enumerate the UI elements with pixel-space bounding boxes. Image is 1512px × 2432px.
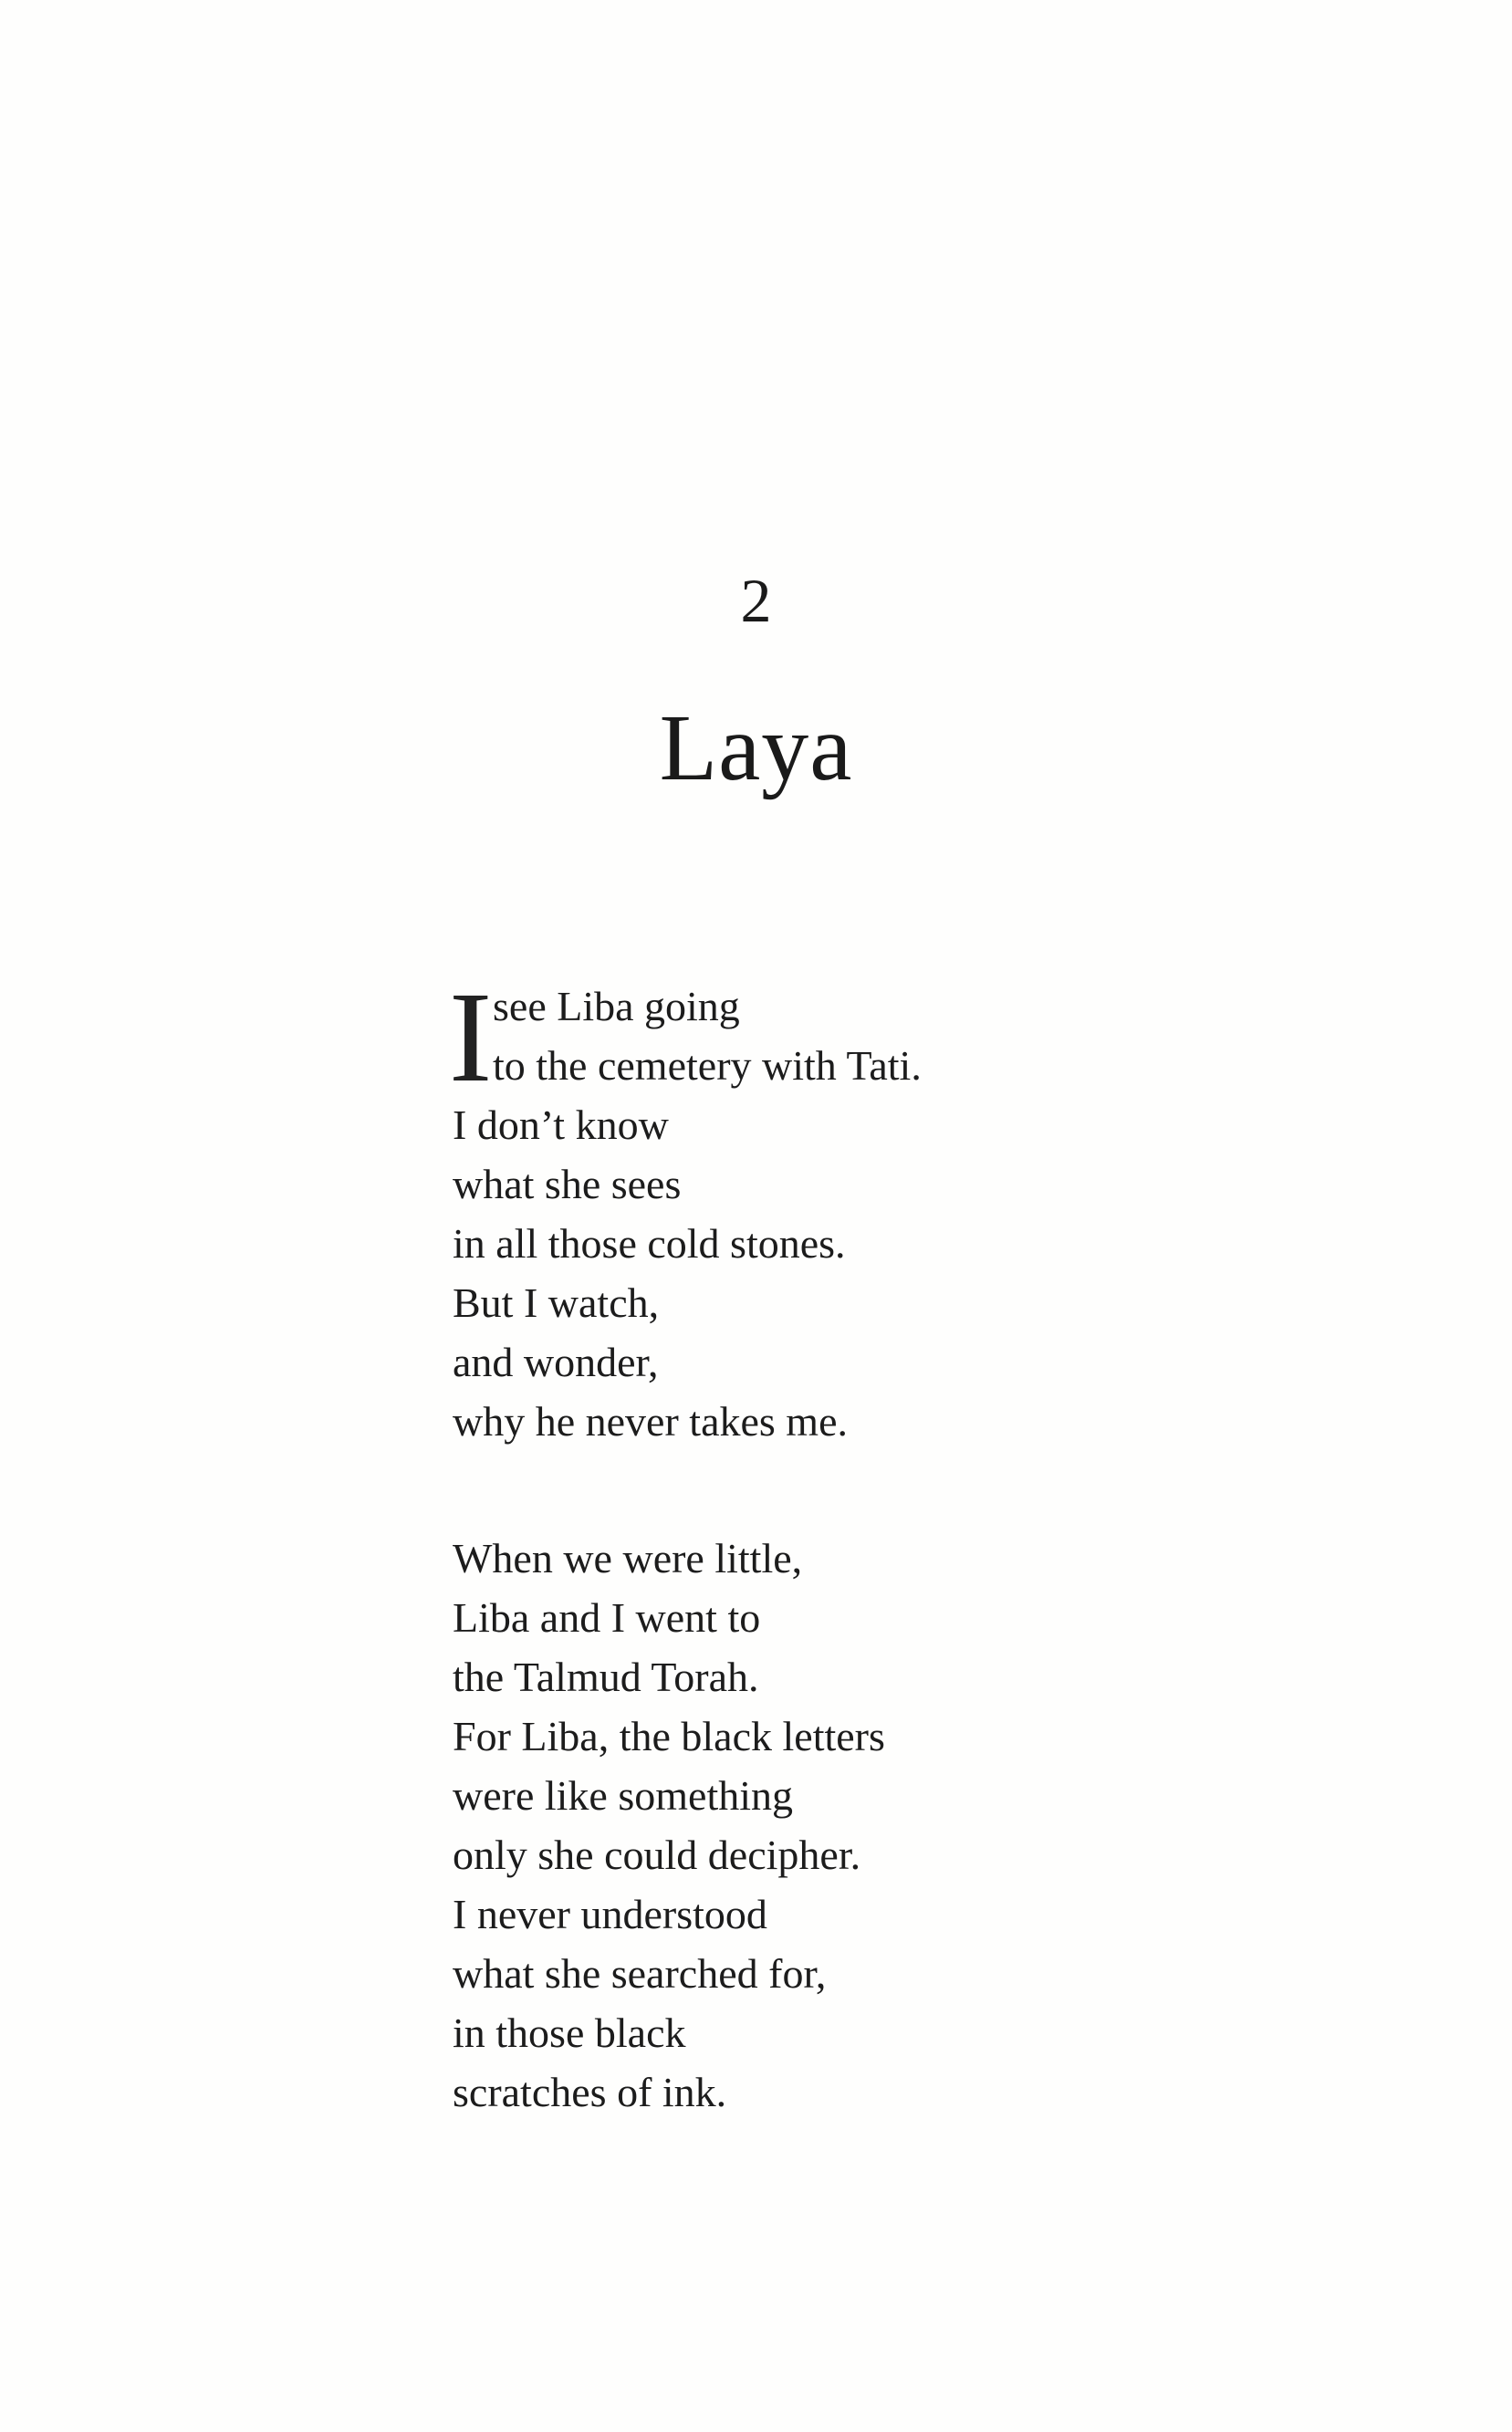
poem-line: I never understood: [453, 1891, 767, 1937]
poem-line: only she could decipher.: [453, 1832, 861, 1878]
stanza-2: [453, 1529, 885, 2122]
poem-line: were like something: [453, 1772, 794, 1819]
poem-line: I don’t know: [453, 1101, 669, 1148]
drop-cap: I: [449, 965, 493, 1109]
poem-line: to the cemetery with Tati.: [493, 1042, 922, 1089]
chapter-number: 2: [740, 566, 772, 635]
poem-line: what she searched for,: [453, 1950, 827, 1997]
poem-line: in all those cold stones.: [453, 1220, 846, 1267]
poem-line: why he never takes me.: [453, 1398, 849, 1445]
poem-line: what she sees: [453, 1161, 682, 1207]
poem-line: For Liba, the black letters: [453, 1713, 885, 1759]
poem-line: and wonder,: [453, 1339, 659, 1385]
poem-line: see Liba going: [493, 983, 740, 1029]
stanza-1: [453, 976, 922, 1451]
chapter-title: Laya: [659, 695, 853, 800]
poem-line: But I watch,: [453, 1279, 660, 1326]
poem-line: scratches of ink.: [453, 2069, 727, 2115]
poem-line: When we were little,: [453, 1535, 803, 1581]
poem-line: the Talmud Torah.: [453, 1654, 759, 1700]
poem-line: in those black: [453, 2009, 686, 2056]
poem-line: Liba and I went to: [453, 1594, 761, 1641]
